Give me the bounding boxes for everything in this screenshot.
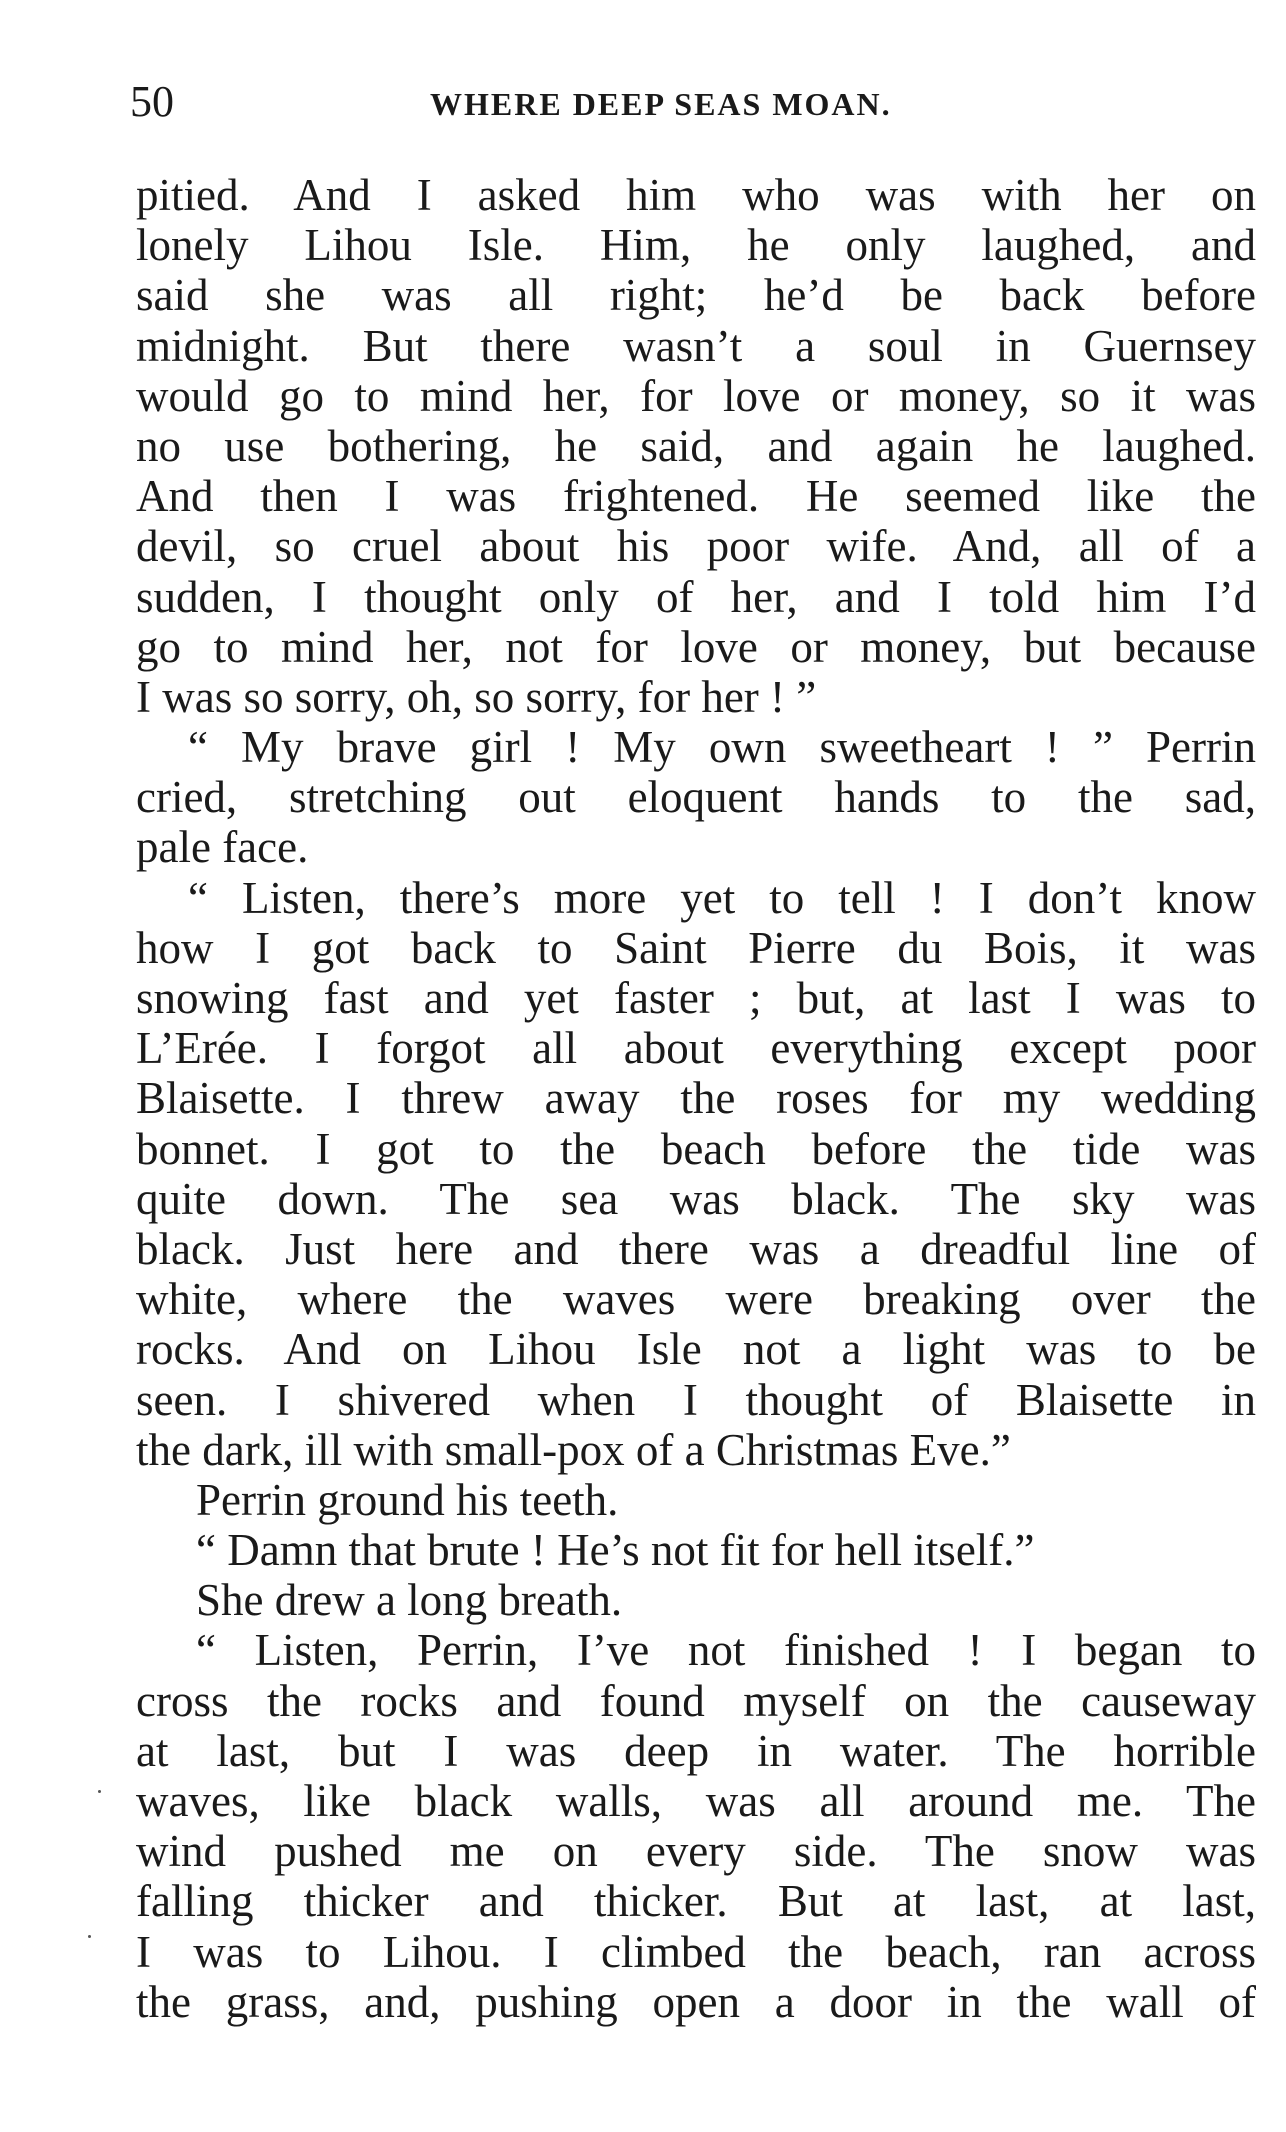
text-line: Perrin ground his teeth.	[196, 1474, 619, 1525]
text-line: She drew a long breath.	[196, 1575, 623, 1626]
text-line: midnight. But there wasn’t a soul in Guernsey	[136, 320, 1256, 371]
text-line: the grass, and, pushing open a door in the wall of	[136, 1976, 1256, 2027]
text-line: rocks. And on Lihou Isle not a light was to be	[136, 1324, 1256, 1375]
text-line: would go to mind her, for love or money, so it was	[136, 370, 1256, 421]
text-line: seen. I shivered when I thought of Blaisette in	[136, 1374, 1256, 1425]
text-line: falling thicker and thicker. But at last, at last,	[136, 1876, 1256, 1927]
text-line: said she was all right; he’d be back before	[136, 270, 1256, 321]
text-line: bonnet. I got to the beach before the tide was	[136, 1123, 1256, 1174]
text-line: “ My brave girl ! My own sweetheart ! ” Perrin	[188, 722, 1256, 773]
text-line: lonely Lihou Isle. Him, he only laughed, and	[136, 220, 1256, 271]
text-line: cried, stretching out eloquent hands to the sad,	[136, 772, 1256, 823]
text-line: no use bothering, he said, and again he laughed.	[136, 420, 1256, 471]
text-line: quite down. The sea was black. The sky was	[136, 1173, 1256, 1224]
text-line: I was to Lihou. I climbed the beach, ran across	[136, 1926, 1256, 1977]
text-line: wind pushed me on every side. The snow was	[136, 1826, 1256, 1877]
text-line: pitied. And I asked him who was with her on	[136, 170, 1256, 220]
text-line: Blaisette. I threw away the roses for my wedding	[136, 1073, 1256, 1124]
text-line: at last, but I was deep in water. The horrible	[136, 1725, 1256, 1776]
text-line: devil, so cruel about his poor wife. And, all of a	[136, 521, 1256, 572]
text-line: sudden, I thought only of her, and I told him I’d	[136, 571, 1256, 622]
page-number: 50	[130, 77, 174, 126]
scan-speck	[88, 1935, 91, 1938]
text-line: cross the rocks and found myself on the causeway	[136, 1675, 1256, 1726]
text-line: L’Erée. I forgot all about everything except poor	[136, 1023, 1256, 1074]
text-line: pale face.	[136, 822, 309, 873]
text-line: black. Just here and there was a dreadful line of	[136, 1223, 1256, 1274]
text-line: “ Listen, Perrin, I’ve not finished ! I began to	[196, 1625, 1256, 1676]
page-header	[130, 72, 1260, 132]
text-line: And then I was frightened. He seemed like the	[136, 471, 1256, 522]
body-text	[136, 170, 1256, 2027]
text-line: “ Damn that brute ! He’s not fit for hell itself.”	[196, 1525, 1035, 1576]
running-title: WHERE DEEP SEAS MOAN.	[430, 86, 892, 122]
text-line: how I got back to Saint Pierre du Bois, it was	[136, 922, 1256, 973]
text-line: go to mind her, not for love or money, but because	[136, 621, 1256, 672]
text-line: the dark, ill with small-pox of a Christmas Eve.”	[136, 1424, 1011, 1475]
text-line: “ Listen, there’s more yet to tell ! I don’t know	[188, 872, 1256, 923]
scan-speck	[98, 1790, 101, 1793]
text-line: snowing fast and yet faster ; but, at last I was to	[136, 973, 1256, 1023]
text-line: I was so sorry, oh, so sorry, for her ! ”	[136, 671, 817, 722]
text-line: waves, like black walls, was all around me. The	[136, 1776, 1256, 1826]
text-line: white, where the waves were breaking over the	[136, 1274, 1256, 1325]
